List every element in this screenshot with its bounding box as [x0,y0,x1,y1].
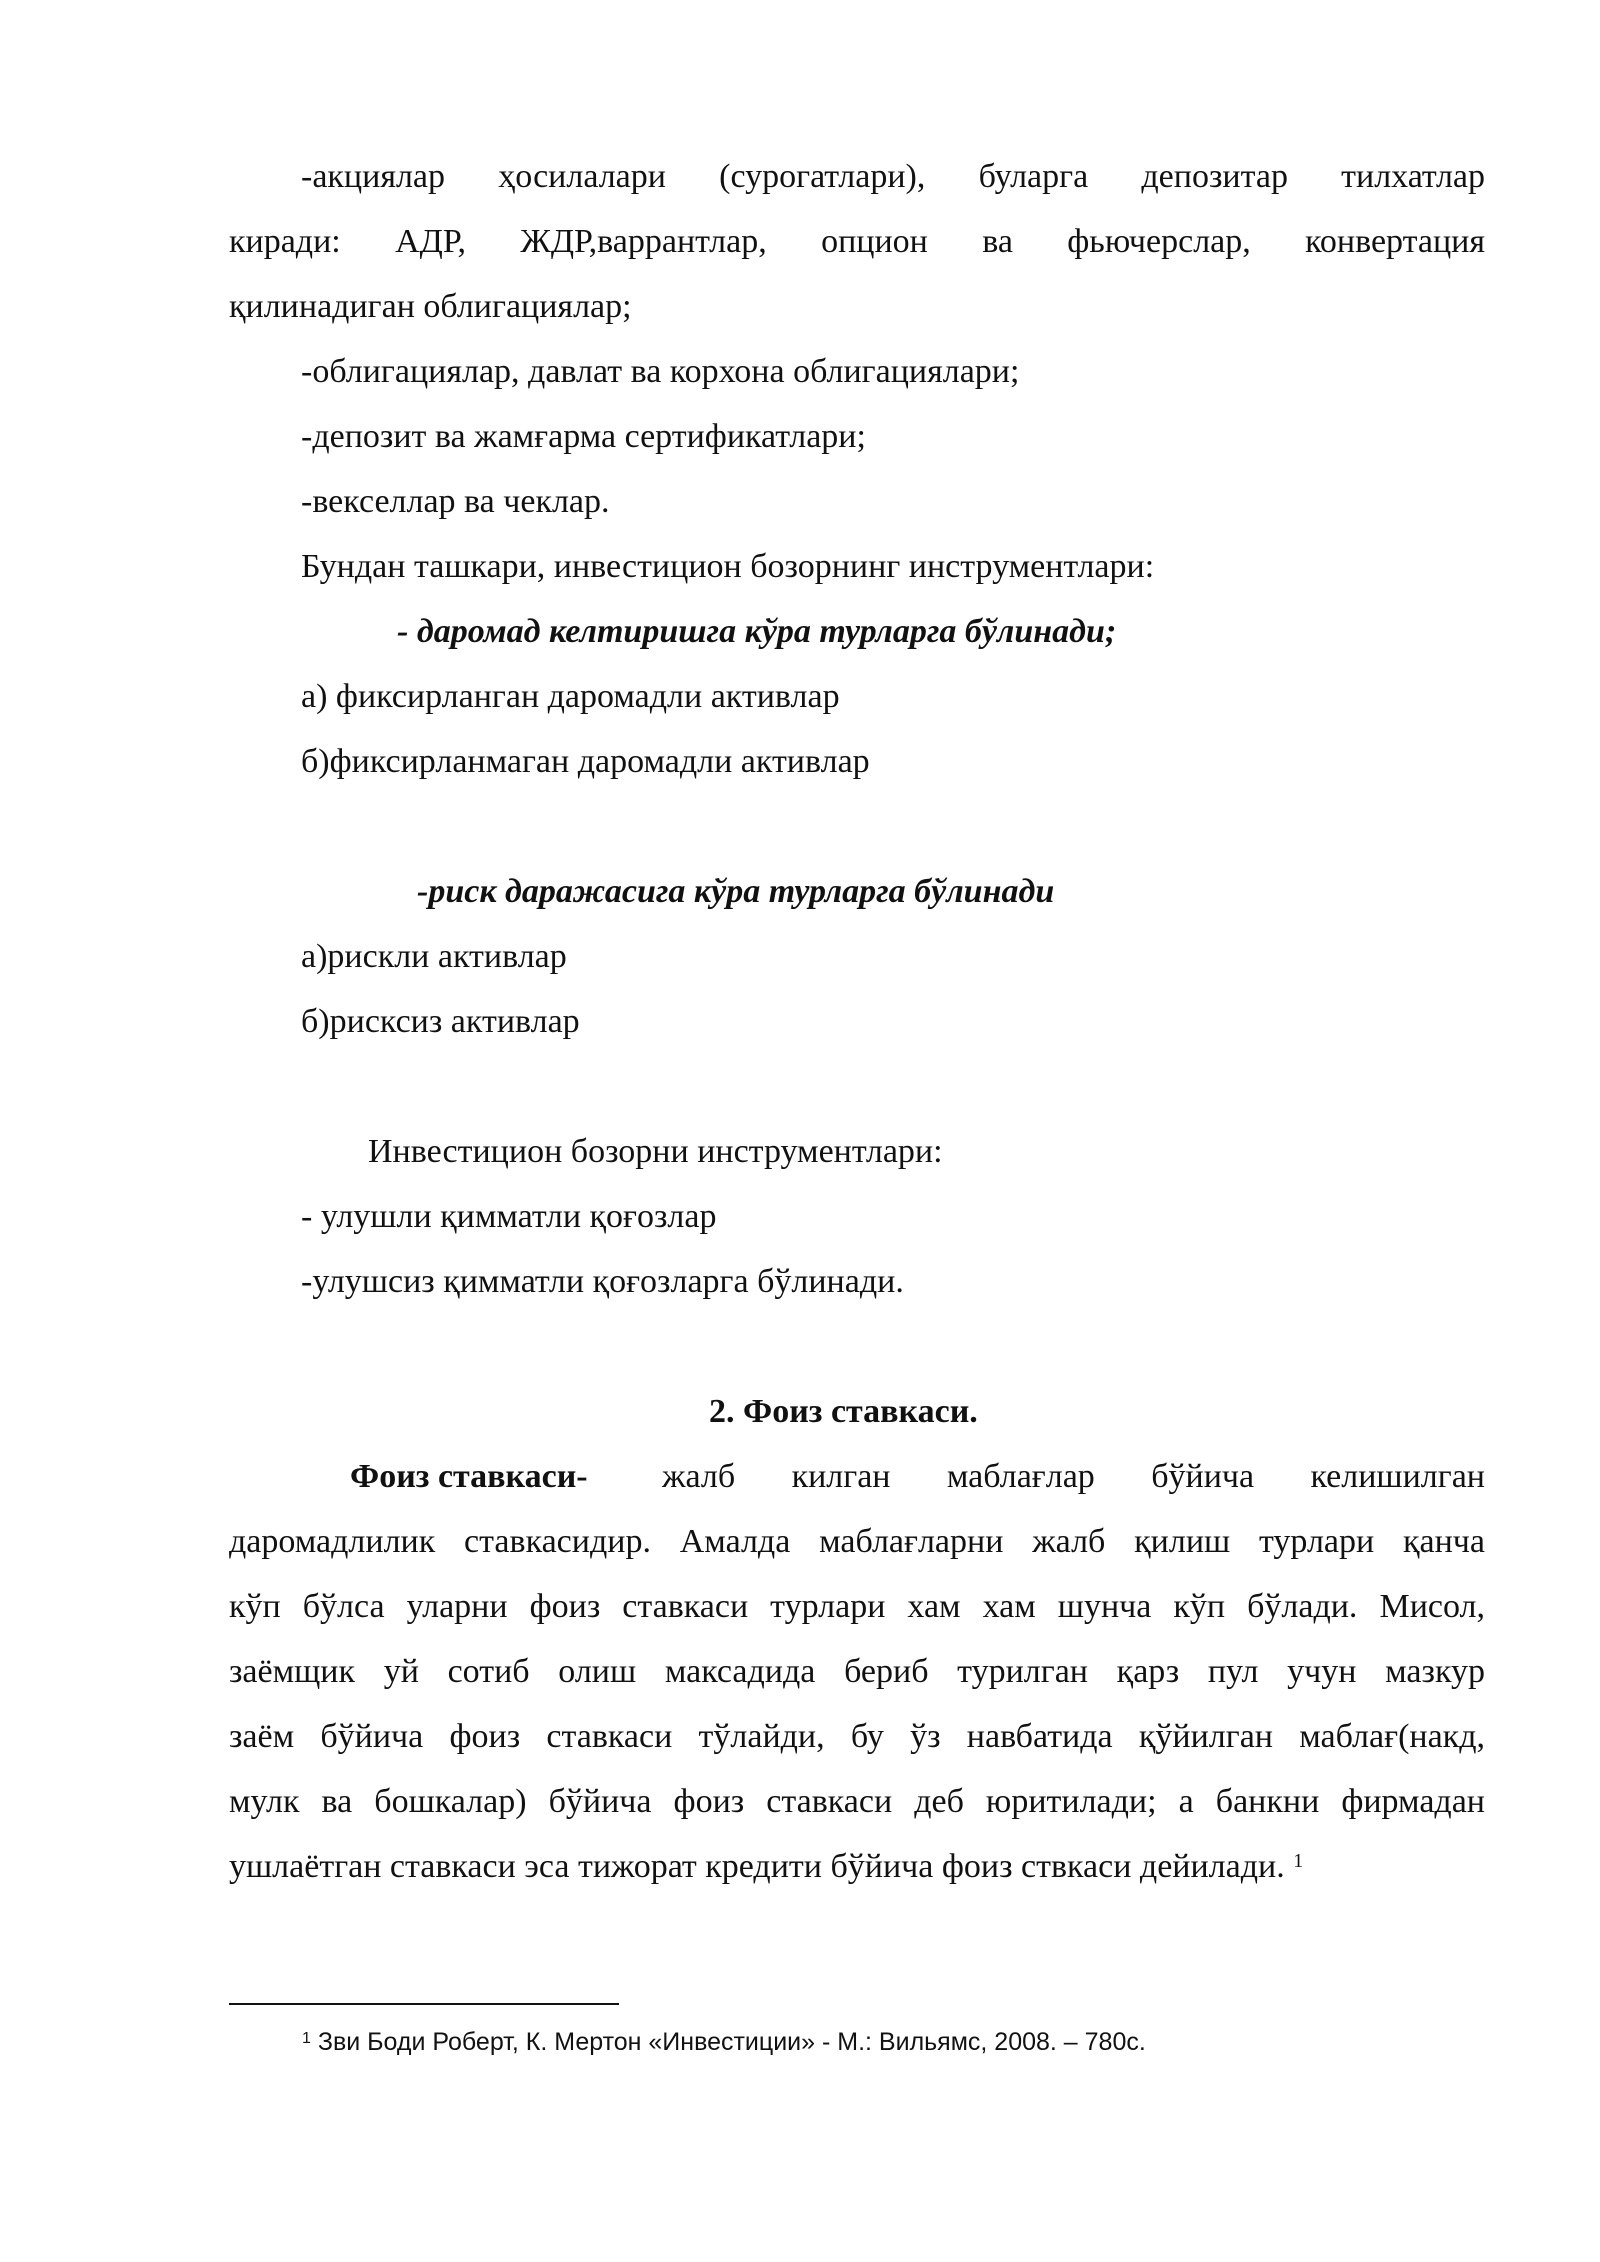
list-item-bonds: -облигациялар, давлат ва корхона облигациялари; [301,353,1020,390]
para2-line7-wrap [229,1847,1303,1887]
para2-term: Фоиз ставкаси- [350,1458,588,1495]
income-item-b: б)фиксирланмаган даромадли активлар [301,743,870,780]
para2-line2: даромадлилик ставкасидир. Амалда маблағларни жалб қилиш турлари қанча [229,1523,1485,1560]
footnote-separator [229,2003,619,2005]
list-item-bills: -векселлар ва чеклар. [301,483,610,520]
para2-line6: мулк ва бошкалар) бўйича фоиз ставкаси деб юритилади; а банкни фирмадан [229,1783,1485,1820]
para1-line1: -акциялар ҳосилалари (сурогатлари), буларга депозитар тилхатлар [301,158,1485,195]
para1-line2: киради: АДР, ЖДР,варрантлар, опцион ва фьючерслар, конвертация [229,223,1485,260]
para2-line3: кўп бўлса уларни фоиз ставкаси турлари хам хам шунча кўп бўлади. Мисол, [229,1588,1485,1625]
unshared-securities-item: -улушсиз қимматли қоғозларга бўлинади. [301,1263,904,1300]
section-heading: 2. Фоиз ставкаси. [709,1393,978,1430]
risk-item-a: а)рискли активлар [301,938,567,975]
heading-income-classification: - даромад келтиришга кўра турларга бўлинади; [397,613,1117,650]
heading-risk-classification: -риск даражасига кўра турларга бўлинади [417,873,1055,910]
para2-line7: ушлаётган ставкаси эса тижорат кредити бўйича фоиз ствкаси дейилади. [229,1848,1285,1885]
list-item-deposits: -депозит ва жамғарма сертификатлари; [301,418,866,455]
footnote-text: Зви Боди Роберт, К. Мертон «Инвестиции» - М.: Вильямс, 2008. – 780с. [317,2028,1146,2056]
para1-line3: қилинадиган облигациялар; [229,288,632,325]
risk-item-b: б)рисксиз активлар [301,1003,580,1040]
shared-securities-item: - улушли қимматли қоғозлар [301,1198,717,1235]
footnote-number: 1 [302,2030,311,2047]
para2-line1-rest: жалб килган маблағлар бўйича келишилган [662,1458,1485,1495]
instruments-intro: Бундан ташкари, инвестицион бозорнинг инструментлари: [301,548,1155,585]
instruments-title: Инвестицион бозорни инструментлари: [368,1133,943,1170]
para2-line4: заёмщик уй сотиб олиш максадида бериб турилган қарз пул учун мазкур [229,1653,1485,1690]
para2-line5: заём бўйича фоиз ставкаси тўлайди, бу ўз навбатида қўйилган маблағ(накд, [229,1718,1485,1755]
footnote-reference[interactable]: 1 [1293,1850,1304,1872]
footnote [302,2026,1146,2058]
income-item-a: а) фиксирланган даромадли активлар [301,678,840,715]
